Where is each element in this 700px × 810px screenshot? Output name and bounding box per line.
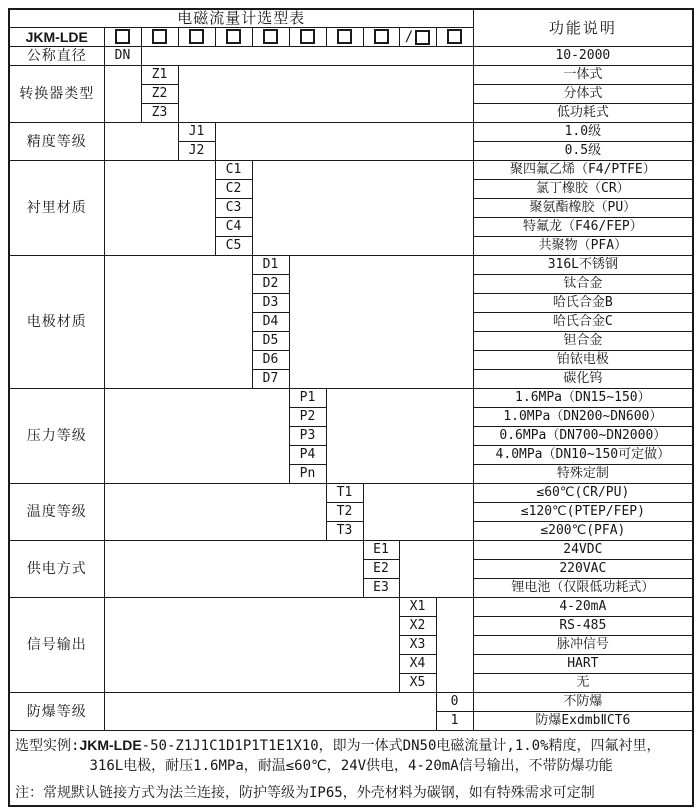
example-prefix: 选型实例:: [15, 738, 80, 755]
option-desc: 低功耗式: [473, 104, 693, 123]
option-code: E1: [363, 541, 399, 560]
option-code: C2: [215, 180, 252, 199]
checkbox-icon[interactable]: [374, 29, 389, 44]
option-code: P2: [289, 408, 326, 427]
option-desc: 钛合金: [473, 275, 693, 294]
option-code: D5: [252, 332, 289, 351]
option-code: C5: [215, 237, 252, 256]
group-label-power-supply: 供电方式: [9, 541, 104, 598]
selection-example-line1: [15, 735, 687, 756]
model-checkbox-cell[interactable]: [104, 28, 141, 47]
group-label-accuracy-class: 精度等级: [9, 123, 104, 161]
model-checkbox-cell-slash[interactable]: [399, 28, 436, 47]
option-desc: ≤60℃(CR/PU): [473, 484, 693, 503]
selection-table: [8, 8, 694, 807]
option-desc: 脉冲信号: [473, 636, 693, 655]
option-code: X1: [399, 598, 436, 617]
option-desc: 0.6MPa（DN700~DN2000）: [473, 427, 693, 446]
option-code: P1: [289, 389, 326, 408]
option-desc: 一体式: [473, 66, 693, 85]
option-desc: 不防爆: [473, 693, 693, 712]
group-label-explosion-proof-rating: 防爆等级: [9, 693, 104, 731]
option-code: Z1: [141, 66, 178, 85]
group-label-temperature-rating: 温度等级: [9, 484, 104, 541]
model-checkbox-cell[interactable]: [436, 28, 473, 47]
spacer-cell: [289, 256, 473, 389]
option-desc: 4-20mA: [473, 598, 693, 617]
spacer-cell: [104, 389, 289, 484]
option-code: X5: [399, 674, 436, 693]
option-desc: 220VAC: [473, 560, 693, 579]
option-code: DN: [104, 47, 141, 66]
option-code: E2: [363, 560, 399, 579]
footnote: 注：常规默认链接方式为法兰连接，防护等级为IP65，外壳材料为碳钢，如有特殊需求可定制: [15, 785, 595, 802]
checkbox-icon[interactable]: [337, 29, 352, 44]
model-code: JKM-LDE: [9, 28, 104, 47]
example-model-code: JKM-LDE: [79, 737, 142, 754]
option-desc: RS-485: [473, 617, 693, 636]
example-rest: -50-Z1J1C1D1P1T1E1X10，即为一体式DN50电磁流量计,1.0%精度，四氟衬里，: [141, 738, 661, 755]
checkbox-icon[interactable]: [300, 29, 315, 44]
option-desc: 聚四氟乙烯（F4/PTFE）: [473, 161, 693, 180]
option-code: D7: [252, 370, 289, 389]
spacer-cell: [215, 123, 473, 161]
spacer-cell: [104, 123, 178, 161]
spacer-cell: [104, 598, 399, 693]
table-title: 电磁流量计选型表: [9, 9, 473, 28]
option-desc: 24VDC: [473, 541, 693, 560]
option-desc: 聚氨酯橡胶（PU）: [473, 199, 693, 218]
option-desc: 共聚物（PFA）: [473, 237, 693, 256]
checkbox-icon[interactable]: [152, 29, 167, 44]
spacer-cell: [436, 598, 473, 693]
option-desc: 哈氏合金C: [473, 313, 693, 332]
model-checkbox-cell[interactable]: [326, 28, 363, 47]
option-desc: ≤200℃(PFA): [473, 522, 693, 541]
option-desc: 铂铱电极: [473, 351, 693, 370]
spacer-cell: [326, 389, 473, 484]
option-code: Pn: [289, 465, 326, 484]
group-label-liner-material: 衬里材质: [9, 161, 104, 256]
option-desc: 特氟龙（F46/FEP）: [473, 218, 693, 237]
model-checkbox-cell[interactable]: [215, 28, 252, 47]
option-code: Z3: [141, 104, 178, 123]
spacer-cell: [399, 541, 473, 598]
option-code: D1: [252, 256, 289, 275]
option-code: T3: [326, 522, 363, 541]
option-code: C1: [215, 161, 252, 180]
option-desc: HART: [473, 655, 693, 674]
option-code: D2: [252, 275, 289, 294]
option-desc: 锂电池（仅限低功耗式）: [473, 579, 693, 598]
spacer-cell: [141, 47, 473, 66]
option-code: X4: [399, 655, 436, 674]
function-header: 功能说明: [473, 9, 693, 47]
option-desc: 碳化钨: [473, 370, 693, 389]
model-checkbox-cell[interactable]: [252, 28, 289, 47]
checkbox-icon[interactable]: [189, 29, 204, 44]
option-code: X2: [399, 617, 436, 636]
slash-separator: /: [404, 29, 414, 45]
model-checkbox-cell[interactable]: [363, 28, 399, 47]
option-desc: 10-2000: [473, 47, 693, 66]
option-code: T2: [326, 503, 363, 522]
option-desc: 哈氏合金B: [473, 294, 693, 313]
option-code: E3: [363, 579, 399, 598]
option-code: C4: [215, 218, 252, 237]
param-label-nominal-diameter: 公称直径: [9, 47, 104, 66]
option-desc: 无: [473, 674, 693, 693]
option-desc: 钽合金: [473, 332, 693, 351]
notes-block: [9, 731, 693, 807]
spacer-cell: [252, 161, 473, 256]
option-desc: 1.6MPa（DN15~150）: [473, 389, 693, 408]
checkbox-icon[interactable]: [415, 30, 430, 45]
option-code: P3: [289, 427, 326, 446]
option-desc: 特殊定制: [473, 465, 693, 484]
option-desc: 316L不锈钢: [473, 256, 693, 275]
option-code: D3: [252, 294, 289, 313]
model-checkbox-cell[interactable]: [178, 28, 215, 47]
option-desc: 1.0MPa（DN200~DN600）: [473, 408, 693, 427]
checkbox-icon[interactable]: [263, 29, 278, 44]
option-desc: 4.0MPa（DN10~150可定做）: [473, 446, 693, 465]
option-desc: 氯丁橡胶（CR）: [473, 180, 693, 199]
spacer-cell: [104, 161, 215, 256]
checkbox-icon[interactable]: [226, 29, 241, 44]
option-code: X3: [399, 636, 436, 655]
group-label-electrode-material: 电极材质: [9, 256, 104, 389]
option-code: J1: [178, 123, 215, 142]
model-checkbox-cell[interactable]: [289, 28, 326, 47]
option-desc: 0.5级: [473, 142, 693, 161]
checkbox-icon[interactable]: [115, 29, 130, 44]
model-checkbox-cell[interactable]: [141, 28, 178, 47]
option-code: 0: [436, 693, 473, 712]
group-label-pressure-rating: 压力等级: [9, 389, 104, 484]
option-code: C3: [215, 199, 252, 218]
group-label-converter-type: 转换器类型: [9, 66, 104, 123]
group-label-signal-output: 信号输出: [9, 598, 104, 693]
option-desc: 防爆ExdmbⅡCT6: [473, 712, 693, 731]
spacer-cell: [363, 484, 473, 541]
spacer-cell: [104, 484, 326, 541]
spacer-cell: [104, 541, 363, 598]
option-desc: 1.0级: [473, 123, 693, 142]
option-code: 1: [436, 712, 473, 731]
option-code: J2: [178, 142, 215, 161]
option-code: Z2: [141, 85, 178, 104]
option-code: P4: [289, 446, 326, 465]
spacer-cell: [104, 66, 141, 123]
spacer-cell: [178, 66, 473, 123]
checkbox-icon[interactable]: [447, 29, 462, 44]
option-code: T1: [326, 484, 363, 503]
option-code: D4: [252, 313, 289, 332]
option-code: D6: [252, 351, 289, 370]
option-desc: 分体式: [473, 85, 693, 104]
selection-example-line2: 316L电极，耐压1.6MPa，耐温≤60℃，24V供电，4-20mA信号输出，不带防爆功能: [89, 758, 613, 775]
spacer-cell: [104, 256, 252, 389]
option-desc: ≤120℃(PTEP/FEP): [473, 503, 693, 522]
spacer-cell: [104, 693, 436, 731]
